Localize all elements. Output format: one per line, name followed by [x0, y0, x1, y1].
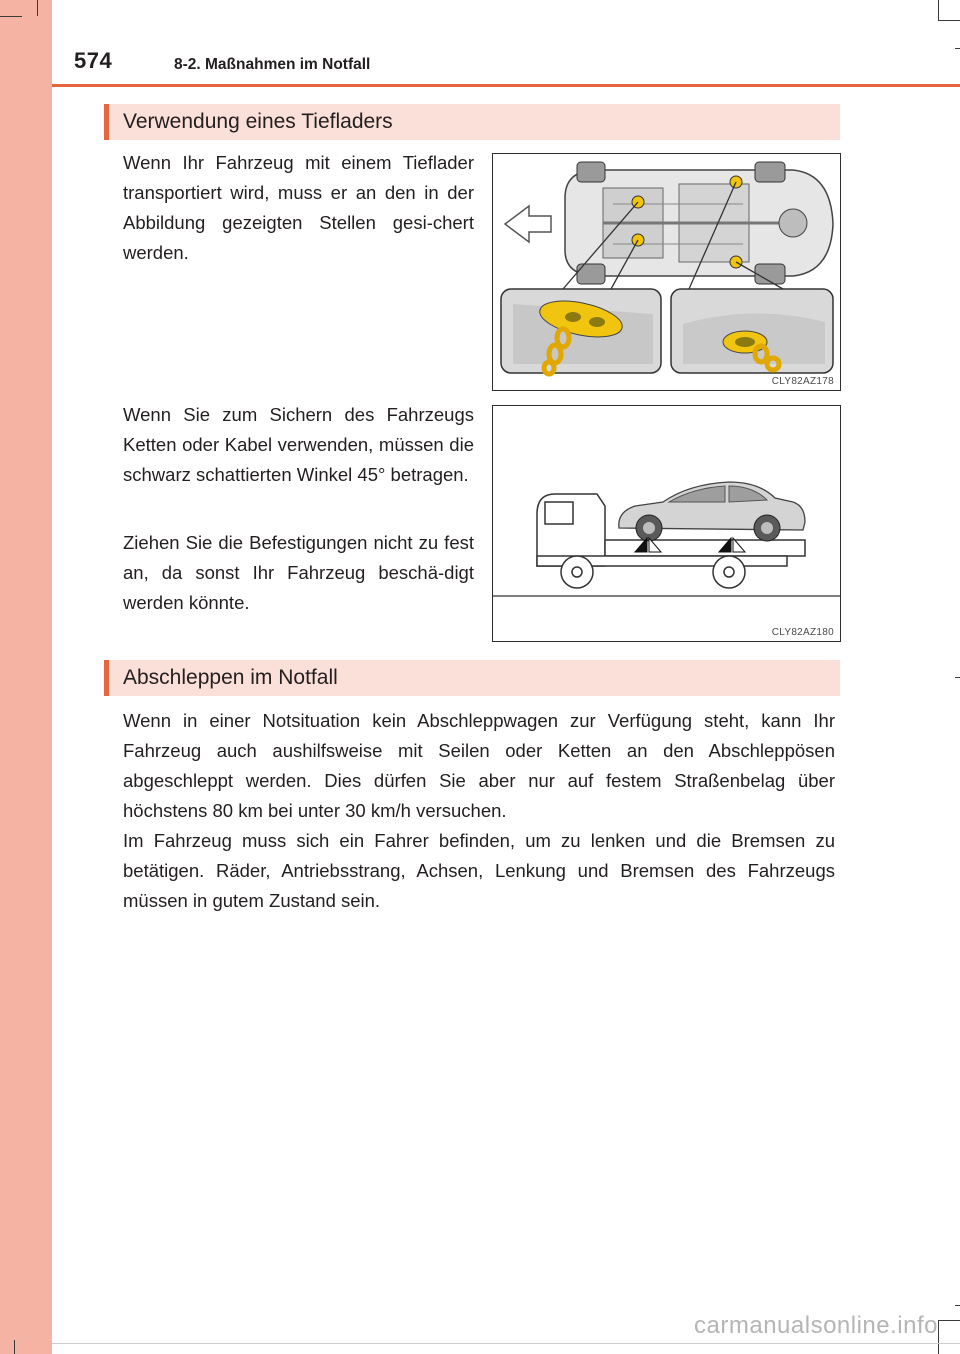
truck-cab [537, 494, 605, 566]
crop-mark [955, 48, 960, 49]
figure-flatbed-truck [492, 405, 841, 642]
watermark: carmanualsonline.info [694, 1312, 938, 1339]
bottom-rule [52, 1343, 960, 1344]
figure-tie-down-points [492, 153, 841, 391]
car-underside-illustration [493, 154, 840, 390]
crop-mark [955, 1305, 960, 1306]
flatbed-truck-illustration [493, 406, 840, 641]
paragraph-abschleppen: Wenn in einer Notsituation kein Abschleppwagen zur Verfügung steht, kann Ihr Fahrzeug auch aushilfsweise mit Seilen oder Ketten an den Abschleppösen abgeschleppt werden. Dies dürfen Sie aber nur auf festem Straßenbelag über höchstens 80 km bei unter 30 km/h versuchen. [123, 710, 835, 821]
crop-mark [14, 1340, 15, 1354]
section-heading-tieflader: Verwendung eines Tiefladers [104, 104, 840, 140]
car-on-bed [619, 482, 805, 541]
crop-mark [938, 0, 939, 20]
crop-mark [0, 16, 22, 17]
paragraph-ketten-winkel: Wenn Sie zum Sichern des Fahrzeugs Ketten oder Kabel verwenden, müssen die schwarz schattierten Winkel 45° betragen. [123, 404, 474, 485]
side-color-strip [0, 0, 52, 1354]
crop-mark [938, 20, 960, 21]
chapter-title: 8-2. Maßnahmen im Notfall [174, 56, 371, 73]
crop-mark [37, 0, 38, 16]
section-heading-abschleppen: Abschleppen im Notfall [104, 660, 840, 696]
crop-mark [938, 1320, 939, 1354]
detail-front-tie-down [501, 289, 661, 374]
crop-mark [955, 677, 960, 678]
figure-code: CLY82AZ178 [771, 376, 834, 387]
crop-mark [938, 1320, 960, 1321]
direction-arrow-icon [505, 206, 551, 242]
paragraph-befestigungen: Ziehen Sie die Befestigungen nicht zu fest an, da sonst Ihr Fahrzeug beschä-digt werden könnte. [123, 532, 474, 613]
paragraph-tieflader-intro: Wenn Ihr Fahrzeug mit einem Tieflader transportiert wird, muss er an den in der Abbildung gezeigten Stellen gesi-chert werden. [123, 152, 474, 263]
figure-code: CLY82AZ180 [771, 627, 834, 638]
page-number: 574 [74, 48, 113, 73]
header-rule [52, 84, 960, 87]
detail-rear-tie-down [671, 289, 833, 373]
paragraph-fahrer: Im Fahrzeug muss sich ein Fahrer befinden, um zu lenken und die Bremsen zu betätigen. Räder, Antriebsstrang, Achsen, Lenkung und Bremsen des Fahrzeugs müssen in gutem Zustand sein. [123, 830, 835, 911]
